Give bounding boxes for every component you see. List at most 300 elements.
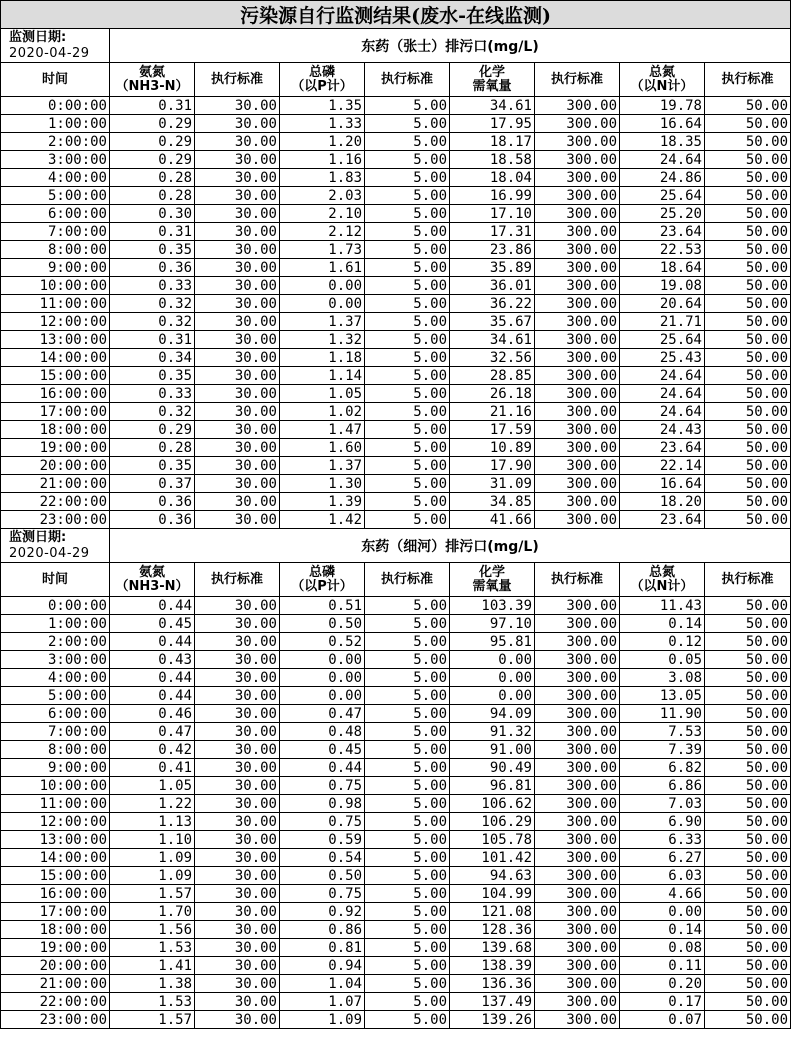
value-cell: 30.00: [195, 97, 280, 115]
value-cell: 50.00: [705, 885, 791, 903]
value-cell: 23.64: [620, 223, 705, 241]
table-row: [1, 921, 791, 939]
value-cell: 0.29: [110, 133, 195, 151]
column-header: 时间: [1, 63, 110, 97]
value-cell: 300.00: [535, 493, 620, 511]
value-cell: 30.00: [195, 651, 280, 669]
value-cell: 50.00: [705, 151, 791, 169]
value-cell: 2.10: [280, 205, 365, 223]
value-cell: 30.00: [195, 133, 280, 151]
value-cell: 1.09: [280, 1011, 365, 1029]
value-cell: 5.00: [365, 511, 450, 529]
value-cell: 300.00: [535, 651, 620, 669]
value-cell: 30.00: [195, 493, 280, 511]
value-cell: 0.00: [450, 651, 535, 669]
value-cell: 25.20: [620, 205, 705, 223]
value-cell: 300.00: [535, 669, 620, 687]
time-cell: 19:00:00: [1, 439, 110, 457]
value-cell: 0.36: [110, 259, 195, 277]
time-cell: 16:00:00: [1, 385, 110, 403]
value-cell: 30.00: [195, 705, 280, 723]
time-cell: 2:00:00: [1, 633, 110, 651]
value-cell: 0.00: [280, 687, 365, 705]
value-cell: 5.00: [365, 921, 450, 939]
value-cell: 1.37: [280, 313, 365, 331]
value-cell: 0.28: [110, 187, 195, 205]
table-row: [1, 133, 791, 151]
value-cell: 5.00: [365, 957, 450, 975]
value-cell: 50.00: [705, 939, 791, 957]
value-cell: 50.00: [705, 813, 791, 831]
value-cell: 0.29: [110, 421, 195, 439]
value-cell: 5.00: [365, 1011, 450, 1029]
value-cell: 1.05: [110, 777, 195, 795]
value-cell: 300.00: [535, 993, 620, 1011]
value-cell: 50.00: [705, 295, 791, 313]
time-cell: 14:00:00: [1, 349, 110, 367]
value-cell: 25.64: [620, 331, 705, 349]
value-cell: 5.00: [365, 615, 450, 633]
time-cell: 23:00:00: [1, 1011, 110, 1029]
value-cell: 50.00: [705, 511, 791, 529]
value-cell: 0.32: [110, 295, 195, 313]
value-cell: 30.00: [195, 403, 280, 421]
value-cell: 0.86: [280, 921, 365, 939]
value-cell: 0.34: [110, 349, 195, 367]
value-cell: 50.00: [705, 259, 791, 277]
value-cell: 0.29: [110, 115, 195, 133]
outlet-name: 东药（细河）排污口(mg/L): [110, 529, 791, 563]
value-cell: 0.47: [280, 705, 365, 723]
value-cell: 0.75: [280, 777, 365, 795]
value-cell: 22.53: [620, 241, 705, 259]
value-cell: 30.00: [195, 831, 280, 849]
time-cell: 15:00:00: [1, 367, 110, 385]
column-header: 氨氮 （NH3-N）: [110, 63, 195, 97]
value-cell: 17.90: [450, 457, 535, 475]
value-cell: 50.00: [705, 975, 791, 993]
value-cell: 19.78: [620, 97, 705, 115]
value-cell: 30.00: [195, 615, 280, 633]
value-cell: 6.03: [620, 867, 705, 885]
time-cell: 5:00:00: [1, 687, 110, 705]
value-cell: 30.00: [195, 939, 280, 957]
value-cell: 35.89: [450, 259, 535, 277]
table-row: [1, 439, 791, 457]
table-row: [1, 993, 791, 1011]
value-cell: 30.00: [195, 687, 280, 705]
value-cell: 32.56: [450, 349, 535, 367]
value-cell: 5.00: [365, 259, 450, 277]
value-cell: 4.66: [620, 885, 705, 903]
value-cell: 50.00: [705, 759, 791, 777]
value-cell: 1.61: [280, 259, 365, 277]
time-cell: 1:00:00: [1, 615, 110, 633]
time-cell: 16:00:00: [1, 885, 110, 903]
table-row: [1, 187, 791, 205]
value-cell: 5.00: [365, 169, 450, 187]
value-cell: 91.32: [450, 723, 535, 741]
value-cell: 23.64: [620, 439, 705, 457]
value-cell: 104.99: [450, 885, 535, 903]
value-cell: 30.00: [195, 475, 280, 493]
value-cell: 30.00: [195, 457, 280, 475]
value-cell: 1.56: [110, 921, 195, 939]
time-cell: 10:00:00: [1, 277, 110, 295]
value-cell: 50.00: [705, 385, 791, 403]
value-cell: 50.00: [705, 687, 791, 705]
value-cell: 121.08: [450, 903, 535, 921]
time-cell: 20:00:00: [1, 957, 110, 975]
value-cell: 50.00: [705, 205, 791, 223]
value-cell: 1.02: [280, 403, 365, 421]
value-cell: 1.53: [110, 993, 195, 1011]
value-cell: 23.64: [620, 511, 705, 529]
value-cell: 0.59: [280, 831, 365, 849]
title-row: [1, 1, 791, 29]
table-row: [1, 975, 791, 993]
value-cell: 24.64: [620, 151, 705, 169]
value-cell: 5.00: [365, 723, 450, 741]
value-cell: 0.92: [280, 903, 365, 921]
value-cell: 17.95: [450, 115, 535, 133]
column-header: 执行标准: [365, 63, 450, 97]
value-cell: 10.89: [450, 439, 535, 457]
value-cell: 50.00: [705, 597, 791, 615]
table-row: [1, 813, 791, 831]
value-cell: 23.86: [450, 241, 535, 259]
value-cell: 50.00: [705, 849, 791, 867]
value-cell: 300.00: [535, 475, 620, 493]
value-cell: 300.00: [535, 777, 620, 795]
value-cell: 17.10: [450, 205, 535, 223]
column-header: 执行标准: [705, 563, 791, 597]
table-row: [1, 115, 791, 133]
value-cell: 95.81: [450, 633, 535, 651]
value-cell: 1.10: [110, 831, 195, 849]
value-cell: 30.00: [195, 813, 280, 831]
value-cell: 30.00: [195, 259, 280, 277]
table-row: [1, 687, 791, 705]
value-cell: 300.00: [535, 975, 620, 993]
value-cell: 0.17: [620, 993, 705, 1011]
value-cell: 1.14: [280, 367, 365, 385]
value-cell: 31.09: [450, 475, 535, 493]
value-cell: 6.27: [620, 849, 705, 867]
value-cell: 2.03: [280, 187, 365, 205]
value-cell: 6.33: [620, 831, 705, 849]
value-cell: 5.00: [365, 849, 450, 867]
value-cell: 0.35: [110, 457, 195, 475]
value-cell: 300.00: [535, 187, 620, 205]
value-cell: 300.00: [535, 867, 620, 885]
table-row: [1, 633, 791, 651]
value-cell: 50.00: [705, 741, 791, 759]
value-cell: 5.00: [365, 439, 450, 457]
column-header: 执行标准: [705, 63, 791, 97]
value-cell: 0.28: [110, 169, 195, 187]
value-cell: 30.00: [195, 723, 280, 741]
value-cell: 1.30: [280, 475, 365, 493]
table-row: [1, 939, 791, 957]
value-cell: 1.39: [280, 493, 365, 511]
table-row: [1, 385, 791, 403]
value-cell: 106.62: [450, 795, 535, 813]
time-cell: 5:00:00: [1, 187, 110, 205]
table-row: [1, 651, 791, 669]
value-cell: 300.00: [535, 259, 620, 277]
value-cell: 5.00: [365, 975, 450, 993]
value-cell: 30.00: [195, 313, 280, 331]
value-cell: 5.00: [365, 741, 450, 759]
value-cell: 0.75: [280, 813, 365, 831]
time-cell: 12:00:00: [1, 813, 110, 831]
value-cell: 0.29: [110, 151, 195, 169]
value-cell: 300.00: [535, 241, 620, 259]
value-cell: 0.46: [110, 705, 195, 723]
value-cell: 0.00: [280, 669, 365, 687]
value-cell: 30.00: [195, 385, 280, 403]
value-cell: 0.44: [110, 633, 195, 651]
value-cell: 1.73: [280, 241, 365, 259]
value-cell: 91.00: [450, 741, 535, 759]
value-cell: 1.53: [110, 939, 195, 957]
column-header: 总氮 （以N计）: [620, 563, 705, 597]
time-cell: 18:00:00: [1, 421, 110, 439]
time-cell: 2:00:00: [1, 133, 110, 151]
time-cell: 17:00:00: [1, 903, 110, 921]
value-cell: 5.00: [365, 187, 450, 205]
time-cell: 22:00:00: [1, 993, 110, 1011]
value-cell: 300.00: [535, 687, 620, 705]
value-cell: 6.90: [620, 813, 705, 831]
value-cell: 0.50: [280, 867, 365, 885]
table-row: [1, 867, 791, 885]
value-cell: 1.35: [280, 97, 365, 115]
value-cell: 50.00: [705, 777, 791, 795]
value-cell: 300.00: [535, 813, 620, 831]
value-cell: 0.14: [620, 615, 705, 633]
column-header: 执行标准: [195, 63, 280, 97]
value-cell: 2.12: [280, 223, 365, 241]
value-cell: 0.30: [110, 205, 195, 223]
value-cell: 5.00: [365, 331, 450, 349]
value-cell: 1.18: [280, 349, 365, 367]
value-cell: 5.00: [365, 903, 450, 921]
value-cell: 5.00: [365, 115, 450, 133]
value-cell: 7.39: [620, 741, 705, 759]
value-cell: 300.00: [535, 421, 620, 439]
value-cell: 0.43: [110, 651, 195, 669]
time-cell: 23:00:00: [1, 511, 110, 529]
time-cell: 14:00:00: [1, 849, 110, 867]
value-cell: 50.00: [705, 439, 791, 457]
value-cell: 50.00: [705, 367, 791, 385]
value-cell: 0.33: [110, 277, 195, 295]
value-cell: 0.75: [280, 885, 365, 903]
monitoring-date-cell: [1, 29, 110, 63]
value-cell: 1.32: [280, 331, 365, 349]
time-cell: 18:00:00: [1, 921, 110, 939]
value-cell: 94.63: [450, 867, 535, 885]
value-cell: 5.00: [365, 133, 450, 151]
value-cell: 300.00: [535, 597, 620, 615]
time-cell: 9:00:00: [1, 259, 110, 277]
value-cell: 50.00: [705, 133, 791, 151]
value-cell: 50.00: [705, 331, 791, 349]
value-cell: 30.00: [195, 1011, 280, 1029]
value-cell: 50.00: [705, 993, 791, 1011]
time-cell: 3:00:00: [1, 151, 110, 169]
time-cell: 15:00:00: [1, 867, 110, 885]
value-cell: 30.00: [195, 795, 280, 813]
table-row: [1, 741, 791, 759]
value-cell: 128.36: [450, 921, 535, 939]
time-cell: 7:00:00: [1, 723, 110, 741]
table-row: [1, 277, 791, 295]
table-row: [1, 705, 791, 723]
value-cell: 50.00: [705, 313, 791, 331]
time-cell: 9:00:00: [1, 759, 110, 777]
value-cell: 50.00: [705, 493, 791, 511]
value-cell: 0.32: [110, 313, 195, 331]
value-cell: 30.00: [195, 885, 280, 903]
value-cell: 300.00: [535, 1011, 620, 1029]
value-cell: 24.86: [620, 169, 705, 187]
value-cell: 16.64: [620, 475, 705, 493]
value-cell: 300.00: [535, 97, 620, 115]
value-cell: 0.81: [280, 939, 365, 957]
value-cell: 300.00: [535, 457, 620, 475]
value-cell: 50.00: [705, 921, 791, 939]
value-cell: 300.00: [535, 115, 620, 133]
value-cell: 30.00: [195, 957, 280, 975]
value-cell: 300.00: [535, 633, 620, 651]
value-cell: 30.00: [195, 597, 280, 615]
value-cell: 30.00: [195, 439, 280, 457]
value-cell: 30.00: [195, 993, 280, 1011]
value-cell: 300.00: [535, 295, 620, 313]
time-cell: 3:00:00: [1, 651, 110, 669]
value-cell: 30.00: [195, 903, 280, 921]
value-cell: 5.00: [365, 295, 450, 313]
value-cell: 5.00: [365, 633, 450, 651]
value-cell: 30.00: [195, 633, 280, 651]
value-cell: 0.35: [110, 241, 195, 259]
value-cell: 137.49: [450, 993, 535, 1011]
table-row: [1, 205, 791, 223]
table-row: [1, 151, 791, 169]
value-cell: 1.83: [280, 169, 365, 187]
value-cell: 30.00: [195, 331, 280, 349]
value-cell: 0.52: [280, 633, 365, 651]
value-cell: 1.07: [280, 993, 365, 1011]
value-cell: 36.22: [450, 295, 535, 313]
time-cell: 11:00:00: [1, 795, 110, 813]
value-cell: 300.00: [535, 511, 620, 529]
time-cell: 20:00:00: [1, 457, 110, 475]
table-row: [1, 367, 791, 385]
time-cell: 13:00:00: [1, 831, 110, 849]
table-row: [1, 457, 791, 475]
value-cell: 300.00: [535, 367, 620, 385]
value-cell: 0.42: [110, 741, 195, 759]
value-cell: 300.00: [535, 957, 620, 975]
value-cell: 18.17: [450, 133, 535, 151]
value-cell: 0.00: [620, 903, 705, 921]
time-cell: 4:00:00: [1, 669, 110, 687]
value-cell: 300.00: [535, 331, 620, 349]
monitoring-date-label: 监测日期:: [9, 529, 67, 545]
value-cell: 0.45: [280, 741, 365, 759]
value-cell: 5.00: [365, 349, 450, 367]
value-cell: 50.00: [705, 795, 791, 813]
table-row: [1, 615, 791, 633]
value-cell: 0.54: [280, 849, 365, 867]
value-cell: 30.00: [195, 115, 280, 133]
value-cell: 24.64: [620, 403, 705, 421]
value-cell: 0.33: [110, 385, 195, 403]
time-cell: 0:00:00: [1, 97, 110, 115]
value-cell: 300.00: [535, 223, 620, 241]
value-cell: 300.00: [535, 313, 620, 331]
column-header: 执行标准: [195, 563, 280, 597]
value-cell: 1.38: [110, 975, 195, 993]
value-cell: 30.00: [195, 187, 280, 205]
value-cell: 30.00: [195, 975, 280, 993]
value-cell: 94.09: [450, 705, 535, 723]
value-cell: 1.41: [110, 957, 195, 975]
column-header: 氨氮 （NH3-N）: [110, 563, 195, 597]
value-cell: 50.00: [705, 241, 791, 259]
time-cell: 17:00:00: [1, 403, 110, 421]
table-row: [1, 475, 791, 493]
value-cell: 90.49: [450, 759, 535, 777]
value-cell: 0.36: [110, 493, 195, 511]
value-cell: 1.33: [280, 115, 365, 133]
value-cell: 50.00: [705, 867, 791, 885]
value-cell: 50.00: [705, 669, 791, 687]
value-cell: 13.05: [620, 687, 705, 705]
value-cell: 0.31: [110, 97, 195, 115]
value-cell: 34.61: [450, 331, 535, 349]
value-cell: 5.00: [365, 651, 450, 669]
value-cell: 30.00: [195, 349, 280, 367]
value-cell: 30.00: [195, 741, 280, 759]
value-cell: 24.64: [620, 385, 705, 403]
value-cell: 1.22: [110, 795, 195, 813]
value-cell: 300.00: [535, 849, 620, 867]
table-row: [1, 1011, 791, 1029]
value-cell: 24.43: [620, 421, 705, 439]
value-cell: 5.00: [365, 97, 450, 115]
table-row: [1, 723, 791, 741]
value-cell: 50.00: [705, 705, 791, 723]
value-cell: 30.00: [195, 511, 280, 529]
value-cell: 18.20: [620, 493, 705, 511]
column-header-row: [1, 63, 791, 97]
value-cell: 34.61: [450, 97, 535, 115]
value-cell: 300.00: [535, 759, 620, 777]
table-row: [1, 885, 791, 903]
value-cell: 22.14: [620, 457, 705, 475]
value-cell: 5.00: [365, 777, 450, 795]
value-cell: 18.58: [450, 151, 535, 169]
value-cell: 6.82: [620, 759, 705, 777]
value-cell: 50.00: [705, 723, 791, 741]
value-cell: 5.00: [365, 885, 450, 903]
column-header: 化学 需氧量: [450, 63, 535, 97]
